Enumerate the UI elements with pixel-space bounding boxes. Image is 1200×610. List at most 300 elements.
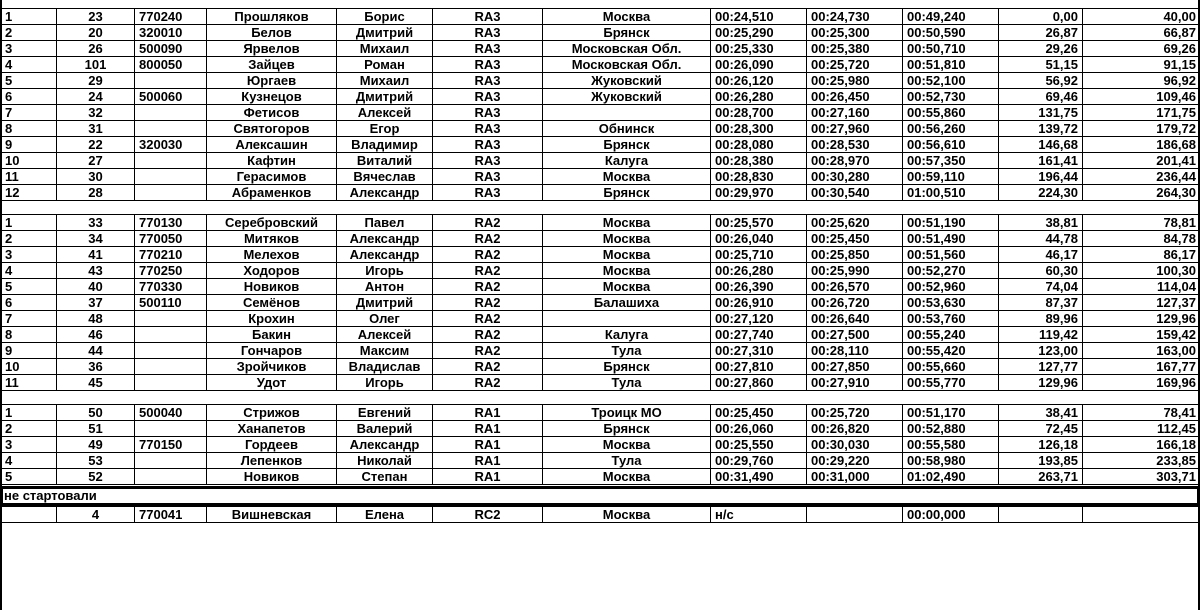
cell-num: 29 (57, 73, 135, 89)
dns-table (0, 506, 1200, 523)
cell-last: Прошляков (207, 9, 337, 25)
cell-place: 10 (1, 359, 57, 375)
table-row (1, 327, 1200, 343)
cell-t1: 00:26,280 (711, 89, 807, 105)
cell-t2: 00:28,970 (807, 153, 903, 169)
cell-t1: 00:25,450 (711, 405, 807, 421)
cell-city: Тула (543, 375, 711, 391)
cell-gap-lead: 40,00 (1083, 9, 1200, 25)
cell-city: Брянск (543, 137, 711, 153)
cell-gap-lead: 167,77 (1083, 359, 1200, 375)
cell-place: 7 (1, 311, 57, 327)
cell-place: 10 (1, 153, 57, 169)
cell-gap: 161,41 (999, 153, 1083, 169)
cell-city: Москва (543, 215, 711, 231)
cell-code: 500040 (135, 405, 207, 421)
cell-last: Крохин (207, 311, 337, 327)
cell-gap: 89,96 (999, 311, 1083, 327)
table-row (1, 121, 1200, 137)
cell-last: Новиков (207, 469, 337, 485)
cell-total: 00:58,980 (903, 453, 999, 469)
cell-last: Вишневская (207, 507, 337, 523)
cell-gap: 74,04 (999, 279, 1083, 295)
cell-gap-lead: 78,41 (1083, 405, 1200, 421)
cell-t1: 00:26,910 (711, 295, 807, 311)
cell-gap: 38,81 (999, 215, 1083, 231)
cell-t1: 00:28,300 (711, 121, 807, 137)
table-row (1, 311, 1200, 327)
cell-t1: 00:27,120 (711, 311, 807, 327)
cell-last: Семёнов (207, 295, 337, 311)
cell-code: 770150 (135, 437, 207, 453)
cell-t2: 00:25,720 (807, 405, 903, 421)
table-row (1, 453, 1200, 469)
cell-first: Николай (337, 453, 433, 469)
cell-t2: 00:25,380 (807, 41, 903, 57)
cell-num: 45 (57, 375, 135, 391)
cell-code: 320030 (135, 137, 207, 153)
cell-t2: 00:25,980 (807, 73, 903, 89)
dns-section-label: не стартовали (0, 486, 1200, 506)
cell-gap: 56,92 (999, 73, 1083, 89)
cell-num: 26 (57, 41, 135, 57)
cell-num: 33 (57, 215, 135, 231)
cell-last: Зройчиков (207, 359, 337, 375)
cell-gap: 139,72 (999, 121, 1083, 137)
cell-place: 7 (1, 105, 57, 121)
cell-num: 37 (57, 295, 135, 311)
cell-t1: 00:28,080 (711, 137, 807, 153)
table-row (1, 263, 1200, 279)
cell-num: 20 (57, 25, 135, 41)
cell-t2: 00:25,620 (807, 215, 903, 231)
cell-gap: 123,00 (999, 343, 1083, 359)
table-row (1, 375, 1200, 391)
table-row (1, 9, 1200, 25)
cell-cls: RA1 (433, 453, 543, 469)
cell-city: Москва (543, 507, 711, 523)
results-table-group-3 (0, 404, 1200, 485)
cell-place: 11 (1, 375, 57, 391)
cell-total: 00:51,490 (903, 231, 999, 247)
cell-cls: RA2 (433, 279, 543, 295)
cell-gap: 51,15 (999, 57, 1083, 73)
cell-last: Абраменков (207, 185, 337, 201)
cell-city (543, 105, 711, 121)
cell-place: 2 (1, 25, 57, 41)
cell-last: Бакин (207, 327, 337, 343)
cell-gap: 126,18 (999, 437, 1083, 453)
cell-gap-lead: 163,00 (1083, 343, 1200, 359)
cell-first: Роман (337, 57, 433, 73)
cell-num: 36 (57, 359, 135, 375)
cell-city: Московская Обл. (543, 57, 711, 73)
cell-gap-lead: 233,85 (1083, 453, 1200, 469)
cell-num: 34 (57, 231, 135, 247)
cell-city: Москва (543, 263, 711, 279)
cell-t2: 00:25,450 (807, 231, 903, 247)
results-table-group-2 (0, 214, 1200, 391)
cell-cls: RA2 (433, 359, 543, 375)
cell-cls: RA2 (433, 327, 543, 343)
cell-t2: 00:27,160 (807, 105, 903, 121)
cell-total: 00:55,660 (903, 359, 999, 375)
cell-gap: 263,71 (999, 469, 1083, 485)
cell-code: 770330 (135, 279, 207, 295)
cell-place: 12 (1, 185, 57, 201)
cell-gap: 69,46 (999, 89, 1083, 105)
cell-place: 9 (1, 343, 57, 359)
cell-code: 500090 (135, 41, 207, 57)
cell-num: 52 (57, 469, 135, 485)
cell-city: Жуковский (543, 73, 711, 89)
cell-gap: 131,75 (999, 105, 1083, 121)
cell-cls: RA2 (433, 231, 543, 247)
cell-city: Брянск (543, 25, 711, 41)
cell-num: 32 (57, 105, 135, 121)
cell-last: Юргаев (207, 73, 337, 89)
cell-gap-lead: 236,44 (1083, 169, 1200, 185)
cell-cls: RA3 (433, 153, 543, 169)
cell-t1: н/с (711, 507, 807, 523)
cell-t1: 00:31,490 (711, 469, 807, 485)
cell-first: Виталий (337, 153, 433, 169)
cell-city: Москва (543, 437, 711, 453)
cell-first: Максим (337, 343, 433, 359)
cell-code: 770250 (135, 263, 207, 279)
cell-first: Михаил (337, 41, 433, 57)
cell-total: 00:55,860 (903, 105, 999, 121)
cell-place: 3 (1, 247, 57, 263)
cell-t1: 00:29,970 (711, 185, 807, 201)
cell-first: Алексей (337, 105, 433, 121)
cell-place: 8 (1, 327, 57, 343)
cell-total: 00:49,240 (903, 9, 999, 25)
cell-total: 00:52,270 (903, 263, 999, 279)
cell-t1: 00:26,040 (711, 231, 807, 247)
cell-t2: 00:26,450 (807, 89, 903, 105)
cell-total: 00:51,810 (903, 57, 999, 73)
cell-num: 23 (57, 9, 135, 25)
cell-last: Кузнецов (207, 89, 337, 105)
cell-cls: RA3 (433, 73, 543, 89)
cell-total: 01:00,510 (903, 185, 999, 201)
cell-last: Герасимов (207, 169, 337, 185)
cell-t1: 00:27,810 (711, 359, 807, 375)
cell-num: 31 (57, 121, 135, 137)
cell-code (135, 343, 207, 359)
cell-t2: 00:27,910 (807, 375, 903, 391)
cell-first: Игорь (337, 263, 433, 279)
table-row (1, 41, 1200, 57)
cell-t2: 00:24,730 (807, 9, 903, 25)
cell-code (135, 105, 207, 121)
cell-gap-lead: 186,68 (1083, 137, 1200, 153)
cell-cls: RA3 (433, 9, 543, 25)
cell-t2: 00:30,280 (807, 169, 903, 185)
cell-gap: 44,78 (999, 231, 1083, 247)
table-row (1, 405, 1200, 421)
table-row (1, 507, 1200, 523)
cell-code: 500060 (135, 89, 207, 105)
cell-city: Москва (543, 247, 711, 263)
cell-place: 5 (1, 469, 57, 485)
cell-place (1, 507, 57, 523)
cell-city: Москва (543, 279, 711, 295)
cell-num: 41 (57, 247, 135, 263)
cell-total: 00:59,110 (903, 169, 999, 185)
cell-gap-lead (1083, 507, 1200, 523)
cell-place: 2 (1, 231, 57, 247)
group-separator (0, 200, 1200, 212)
cell-place: 4 (1, 263, 57, 279)
cell-last: Зайцев (207, 57, 337, 73)
cell-gap-lead: 84,78 (1083, 231, 1200, 247)
cell-first: Егор (337, 121, 433, 137)
cell-last: Серебровский (207, 215, 337, 231)
cell-code: 500110 (135, 295, 207, 311)
cell-t2: 00:28,530 (807, 137, 903, 153)
cell-code (135, 153, 207, 169)
cell-first: Александр (337, 437, 433, 453)
cell-place: 1 (1, 405, 57, 421)
cell-cls: RA1 (433, 469, 543, 485)
cell-gap-lead: 86,17 (1083, 247, 1200, 263)
cell-total: 00:53,760 (903, 311, 999, 327)
cell-first: Павел (337, 215, 433, 231)
cell-cls: RA3 (433, 121, 543, 137)
cell-total: 00:50,710 (903, 41, 999, 57)
cell-last: Белов (207, 25, 337, 41)
table-row (1, 153, 1200, 169)
cell-gap-lead: 264,30 (1083, 185, 1200, 201)
cell-place: 2 (1, 421, 57, 437)
cell-city: Тула (543, 343, 711, 359)
cell-t1: 00:27,310 (711, 343, 807, 359)
table-row (1, 169, 1200, 185)
cell-place: 8 (1, 121, 57, 137)
cell-city: Москва (543, 169, 711, 185)
cell-num: 51 (57, 421, 135, 437)
cell-total: 01:02,490 (903, 469, 999, 485)
cell-city: Брянск (543, 185, 711, 201)
cell-total: 00:52,880 (903, 421, 999, 437)
cell-place: 6 (1, 89, 57, 105)
cell-last: Кафтин (207, 153, 337, 169)
cell-first: Дмитрий (337, 89, 433, 105)
cell-first: Игорь (337, 375, 433, 391)
cell-first: Степан (337, 469, 433, 485)
cell-total: 00:57,350 (903, 153, 999, 169)
cell-t1: 00:25,570 (711, 215, 807, 231)
cell-code: 770210 (135, 247, 207, 263)
cell-first: Дмитрий (337, 295, 433, 311)
cell-num: 30 (57, 169, 135, 185)
cell-t2: 00:26,640 (807, 311, 903, 327)
cell-gap-lead: 66,87 (1083, 25, 1200, 41)
cell-total: 00:51,190 (903, 215, 999, 231)
cell-code: 770041 (135, 507, 207, 523)
cell-t2: 00:27,960 (807, 121, 903, 137)
cell-first: Владислав (337, 359, 433, 375)
cell-gap: 129,96 (999, 375, 1083, 391)
cell-total: 00:52,730 (903, 89, 999, 105)
cell-gap: 87,37 (999, 295, 1083, 311)
cell-code (135, 359, 207, 375)
cell-num: 53 (57, 453, 135, 469)
cell-first: Михаил (337, 73, 433, 89)
cell-total: 00:00,000 (903, 507, 999, 523)
cell-last: Фетисов (207, 105, 337, 121)
cell-cls: RA2 (433, 263, 543, 279)
cell-cls: RA3 (433, 57, 543, 73)
cell-first: Александр (337, 185, 433, 201)
cell-num: 28 (57, 185, 135, 201)
cell-gap: 224,30 (999, 185, 1083, 201)
cell-t2: 00:30,030 (807, 437, 903, 453)
cell-gap: 38,41 (999, 405, 1083, 421)
cell-total: 00:53,630 (903, 295, 999, 311)
cell-total: 00:52,100 (903, 73, 999, 89)
cell-code: 770240 (135, 9, 207, 25)
cell-gap-lead: 303,71 (1083, 469, 1200, 485)
group-separator (0, 390, 1200, 402)
cell-t1: 00:28,700 (711, 105, 807, 121)
cell-city: Тула (543, 453, 711, 469)
cell-last: Лепенков (207, 453, 337, 469)
cell-code (135, 421, 207, 437)
cell-code (135, 121, 207, 137)
table-row (1, 185, 1200, 201)
cell-gap: 0,00 (999, 9, 1083, 25)
cell-t1: 00:25,330 (711, 41, 807, 57)
cell-place: 4 (1, 57, 57, 73)
cell-last: Новиков (207, 279, 337, 295)
cell-gap-lead: 96,92 (1083, 73, 1200, 89)
cell-last: Ходоров (207, 263, 337, 279)
cell-gap-lead: 129,96 (1083, 311, 1200, 327)
cell-t1: 00:25,550 (711, 437, 807, 453)
cell-last: Гордеев (207, 437, 337, 453)
cell-num: 4 (57, 507, 135, 523)
cell-cls: RA2 (433, 247, 543, 263)
cell-t1: 00:26,060 (711, 421, 807, 437)
table-row (1, 137, 1200, 153)
table-row (1, 105, 1200, 121)
cell-gap: 60,30 (999, 263, 1083, 279)
cell-first: Елена (337, 507, 433, 523)
cell-code (135, 375, 207, 391)
cell-total: 00:56,260 (903, 121, 999, 137)
cell-city: Москва (543, 469, 711, 485)
table-row (1, 25, 1200, 41)
cell-first: Евгений (337, 405, 433, 421)
cell-gap-lead: 179,72 (1083, 121, 1200, 137)
cell-code: 770050 (135, 231, 207, 247)
cell-place: 1 (1, 215, 57, 231)
cell-cls: RA2 (433, 375, 543, 391)
cell-first: Владимир (337, 137, 433, 153)
cell-place: 5 (1, 73, 57, 89)
cell-gap (999, 507, 1083, 523)
cell-city: Брянск (543, 421, 711, 437)
cell-city (543, 311, 711, 327)
cell-t2: 00:26,720 (807, 295, 903, 311)
results-table-group-1 (0, 8, 1200, 201)
cell-gap: 72,45 (999, 421, 1083, 437)
cell-total: 00:55,240 (903, 327, 999, 343)
cell-place: 6 (1, 295, 57, 311)
cell-t1: 00:28,380 (711, 153, 807, 169)
cell-place: 5 (1, 279, 57, 295)
sheet-top-edge (0, 0, 1200, 8)
cell-code: 770130 (135, 215, 207, 231)
cell-t2: 00:31,000 (807, 469, 903, 485)
cell-total: 00:55,580 (903, 437, 999, 453)
sheet-left-border (0, 0, 2, 610)
table-row (1, 437, 1200, 453)
cell-num: 50 (57, 405, 135, 421)
cell-city: Калуга (543, 327, 711, 343)
cell-gap: 146,68 (999, 137, 1083, 153)
cell-t2: 00:26,820 (807, 421, 903, 437)
cell-total: 00:56,610 (903, 137, 999, 153)
cell-num: 24 (57, 89, 135, 105)
cell-gap-lead: 114,04 (1083, 279, 1200, 295)
cell-place: 4 (1, 453, 57, 469)
cell-last: Ханапетов (207, 421, 337, 437)
cell-last: Удот (207, 375, 337, 391)
cell-last: Митяков (207, 231, 337, 247)
cell-place: 1 (1, 9, 57, 25)
cell-t1: 00:25,710 (711, 247, 807, 263)
cell-first: Борис (337, 9, 433, 25)
cell-num: 46 (57, 327, 135, 343)
cell-t1: 00:26,090 (711, 57, 807, 73)
cell-gap: 193,85 (999, 453, 1083, 469)
cell-place: 3 (1, 437, 57, 453)
cell-t2: 00:30,540 (807, 185, 903, 201)
cell-gap-lead: 109,46 (1083, 89, 1200, 105)
table-row (1, 231, 1200, 247)
cell-t2: 00:25,850 (807, 247, 903, 263)
cell-num: 48 (57, 311, 135, 327)
cell-total: 00:51,170 (903, 405, 999, 421)
cell-num: 22 (57, 137, 135, 153)
cell-gap: 46,17 (999, 247, 1083, 263)
cell-city: Обнинск (543, 121, 711, 137)
cell-gap-lead: 69,26 (1083, 41, 1200, 57)
cell-gap-lead: 169,96 (1083, 375, 1200, 391)
table-row (1, 469, 1200, 485)
cell-gap-lead: 127,37 (1083, 295, 1200, 311)
cell-gap-lead: 100,30 (1083, 263, 1200, 279)
cell-t2: 00:26,570 (807, 279, 903, 295)
cell-gap-lead: 171,75 (1083, 105, 1200, 121)
cell-first: Антон (337, 279, 433, 295)
cell-first: Олег (337, 311, 433, 327)
table-row (1, 421, 1200, 437)
cell-gap: 26,87 (999, 25, 1083, 41)
cell-cls: RA3 (433, 89, 543, 105)
cell-first: Александр (337, 247, 433, 263)
cell-code (135, 73, 207, 89)
table-row (1, 343, 1200, 359)
cell-t2: 00:27,850 (807, 359, 903, 375)
cell-cls: RA2 (433, 215, 543, 231)
cell-code (135, 169, 207, 185)
cell-gap: 119,42 (999, 327, 1083, 343)
